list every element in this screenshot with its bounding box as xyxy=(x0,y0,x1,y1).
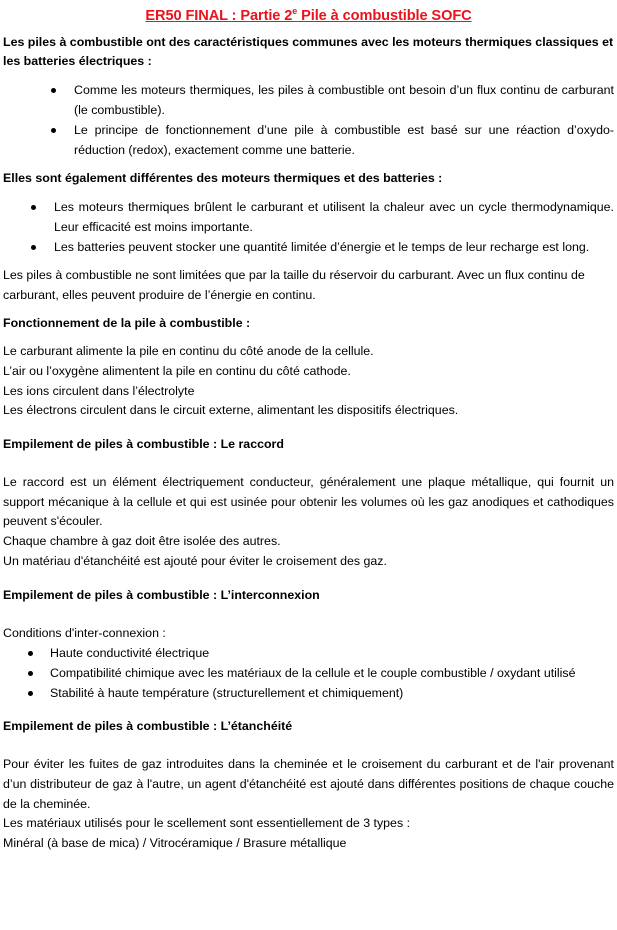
bullet-icon xyxy=(51,88,56,93)
bullet-icon xyxy=(51,128,56,133)
list-item: Les batteries peuvent stocker une quantité limitée d’énergie et le temps de leur recharge est long. xyxy=(3,237,614,257)
raccord-heading: Empilement de piles à combustible : Le raccord xyxy=(3,437,284,452)
page-title: ER50 FINAL : Partie 2e Pile à combustible SOFC xyxy=(145,6,472,24)
bullet-icon xyxy=(28,691,33,696)
raccord-line: Un matériau d'étanchéité est ajouté pour éviter le croisement des gaz. xyxy=(3,553,387,568)
differences-list xyxy=(3,197,614,257)
raccord-paragraph: Le raccord est un élément électriquement conducteur, généralement une plaque métallique, qui fournit un support mécanique à la cellule et qui est usinée pour obtenir les volumes où les gaz anodiques et cathodiques peuvent s'écouler. xyxy=(3,475,614,529)
fonctionnement-line: Le carburant alimente la pile en continu du côté anode de la cellule. xyxy=(3,344,374,359)
etancheite-line: Les matériaux utilisés pour le scellement sont essentiellement de 3 types : xyxy=(3,816,411,831)
intro-heading: Les piles à combustible ont des caractéristiques communes avec les moteurs thermiques classiques et les batteries électriques : xyxy=(3,34,614,68)
bullet-icon xyxy=(31,205,36,210)
list-item: Haute conductivité électrique xyxy=(3,643,614,663)
bullet-icon xyxy=(28,651,33,656)
list-item: Stabilité à haute température (structurellement et chimiquement) xyxy=(3,683,614,703)
fonctionnement-line: Les électrons circulent dans le circuit externe, alimentant les dispositifs électriques. xyxy=(3,403,459,418)
etancheite-heading: Empilement de piles à combustible : L’étanchéité xyxy=(3,719,293,734)
limits-paragraph: Les piles à combustible ne sont limitées que par la taille du réservoir du carburant. Avec un flux continu de carburant, elles peuvent produire de l’énergie en continu. xyxy=(3,267,585,302)
document-page xyxy=(0,2,617,930)
etancheite-paragraph: Pour éviter les fuites de gaz introduites dans la cheminée et le croisement du carburant et de l'air provenant d’un distributeur de gaz à l'autre, un agent d'étanchéité est ajouté dans différentes positions de chaque couche de la cheminée. xyxy=(3,757,614,811)
interconnexion-heading: Empilement de piles à combustible : L’interconnexion xyxy=(3,587,320,602)
etancheite-line: Minéral (à base de mica) / Vitrocéramique / Brasure métallique xyxy=(3,836,347,851)
intro-list xyxy=(3,80,614,160)
raccord-line: Chaque chambre à gaz doit être isolée des autres. xyxy=(3,534,281,549)
fonctionnement-heading: Fonctionnement de la pile à combustible : xyxy=(3,316,251,331)
fonctionnement-line: Les ions circulent dans l’électrolyte xyxy=(3,383,195,398)
bullet-icon xyxy=(28,671,33,676)
differences-heading: Elles sont également différentes des moteurs thermiques et des batteries : xyxy=(3,170,443,185)
list-item: Comme les moteurs thermiques, les piles à combustible ont besoin d’un flux continu de carburant (le combustible). xyxy=(3,80,614,120)
interconnexion-intro: Conditions d'inter-connexion : xyxy=(3,625,166,640)
list-item: Compatibilité chimique avec les matériaux de la cellule et le couple combustible / oxydant utilisé xyxy=(3,663,614,683)
interconnexion-list xyxy=(3,643,614,703)
list-item: Les moteurs thermiques brûlent le carburant et utilisent la chaleur avec un cycle thermodynamique. Leur efficacité est moins importante. xyxy=(3,197,614,237)
list-item: Le principe de fonctionnement d’une pile à combustible est basé sur une réaction d’oxydo-réduction (redox), exactement comme une batterie. xyxy=(3,120,614,160)
bullet-icon xyxy=(31,245,36,250)
fonctionnement-line: L’air ou l’oxygène alimentent la pile en continu du côté cathode. xyxy=(3,363,351,378)
